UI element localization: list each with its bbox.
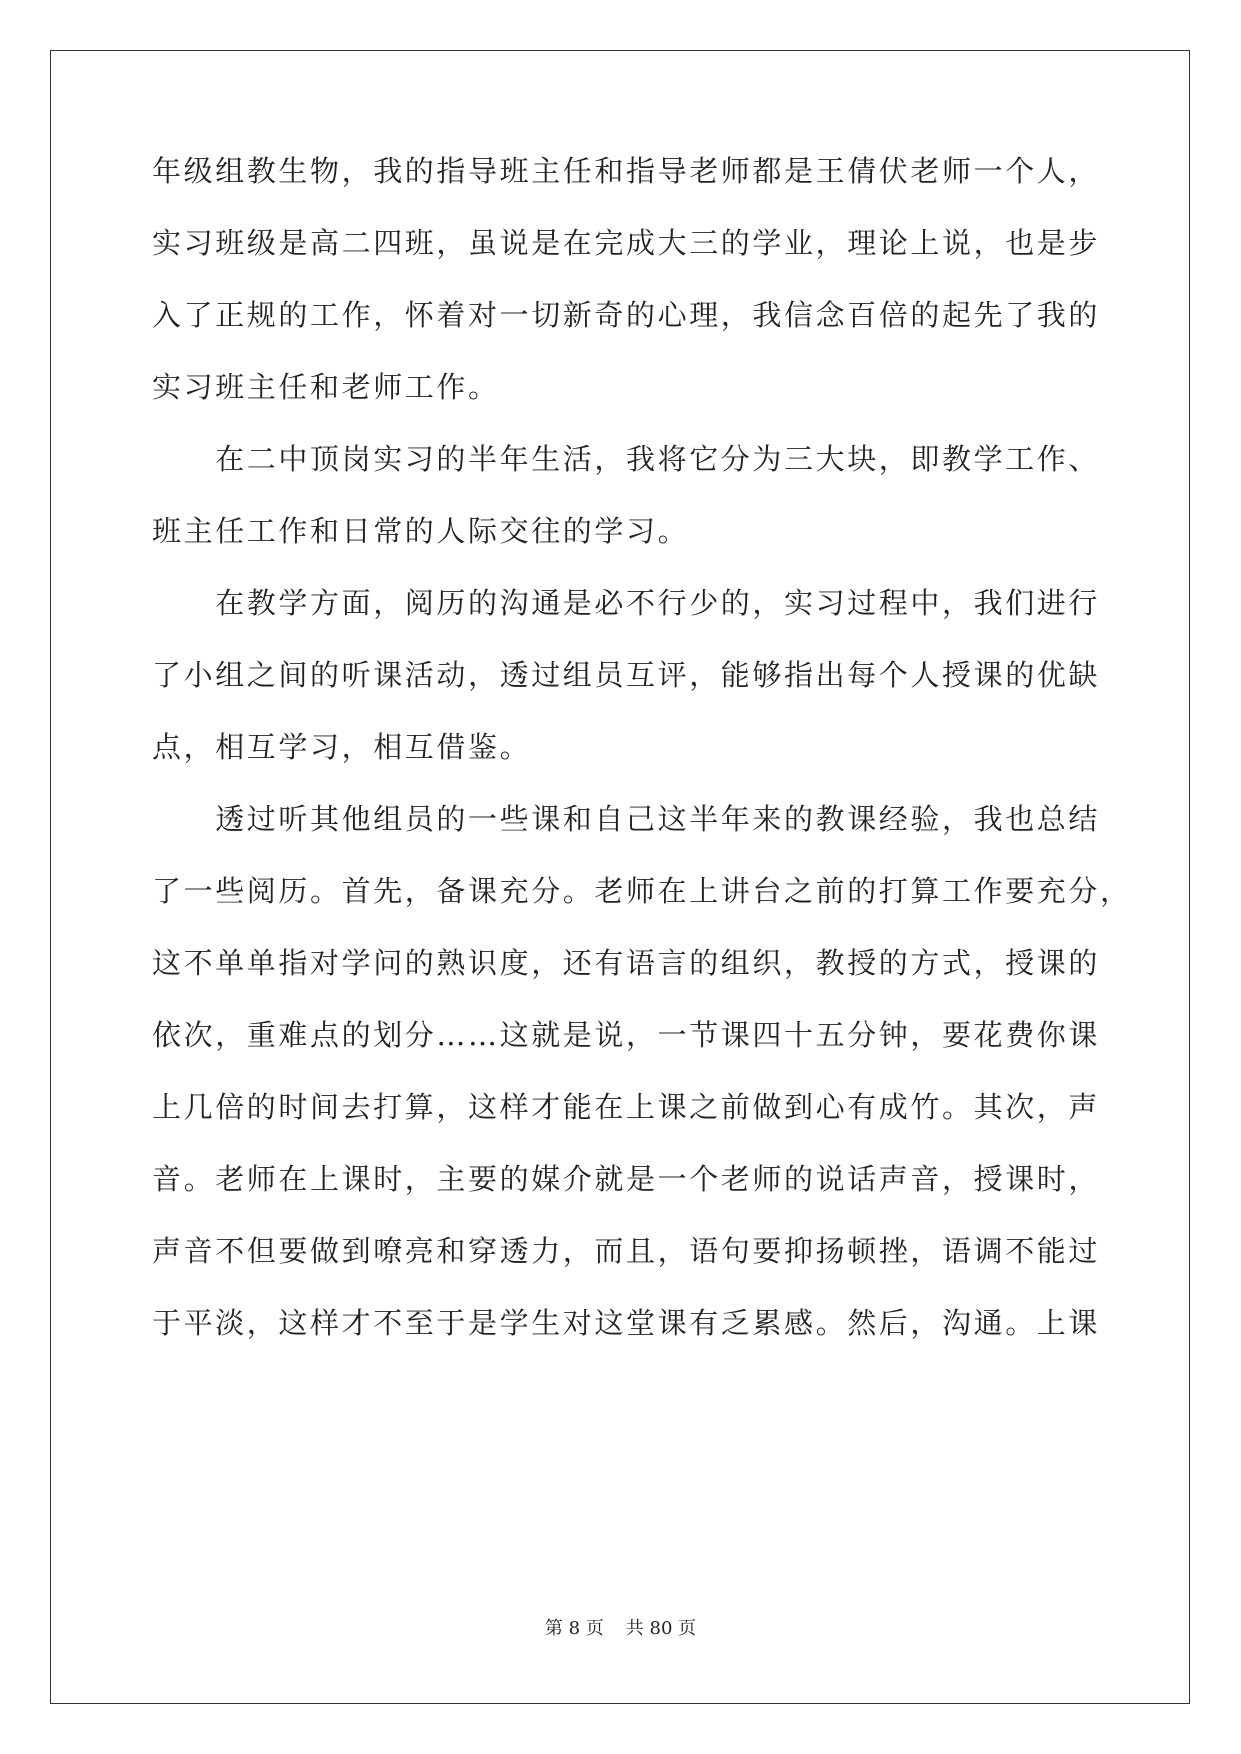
text-line: 入了正规的工作，怀着对一切新奇的心理，我信念百倍的起先了我的	[152, 298, 1101, 332]
total-page-count: 共 80 页	[625, 1618, 697, 1639]
text-line: 实习班级是高二四班，虽说是在完成大三的学业，理论上说，也是步	[152, 226, 1101, 260]
text-line: 班主任工作和日常的人际交往的学习。	[152, 514, 690, 548]
text-line: 上几倍的时间去打算，这样才能在上课之前做到心有成竹。其次，声	[152, 1090, 1101, 1124]
text-line: 了一些阅历。首先，备课充分。老师在上讲台之前的打算工作要充分，	[152, 874, 1132, 908]
text-line: 依次，重难点的划分……这就是说，一节课四十五分钟，要花费你课	[152, 1018, 1101, 1052]
text-line: 点，相互学习，相互借鉴。	[152, 730, 532, 764]
text-line: 于平淡，这样才不至于是学生对这堂课有乏累感。然后，沟通。上课	[152, 1306, 1101, 1340]
current-page-number: 第 8 页	[544, 1618, 604, 1639]
text-line: 在二中顶岗实习的半年生活，我将它分为三大块，即教学工作、	[152, 442, 1101, 476]
text-line: 声音不但要做到嘹亮和穿透力，而且，语句要抑扬顿挫，语调不能过	[152, 1234, 1101, 1268]
text-line: 透过听其他组员的一些课和自己这半年来的教课经验，我也总结	[152, 802, 1101, 836]
text-line: 这不单单指对学问的熟识度，还有语言的组织，教授的方式，授课的	[152, 946, 1101, 980]
text-line: 在教学方面，阅历的沟通是必不行少的，实习过程中，我们进行	[152, 586, 1101, 620]
text-line: 实习班主任和老师工作。	[152, 370, 500, 404]
text-line: 音。老师在上课时，主要的媒介就是一个老师的说话声音，授课时，	[152, 1162, 1101, 1196]
text-line: 了小组之间的听课活动，透过组员互评，能够指出每个人授课的优缺	[152, 658, 1101, 692]
text-line: 年级组教生物，我的指导班主任和指导老师都是王倩伏老师一个人，	[152, 154, 1101, 188]
page-footer	[0, 1614, 1241, 1640]
